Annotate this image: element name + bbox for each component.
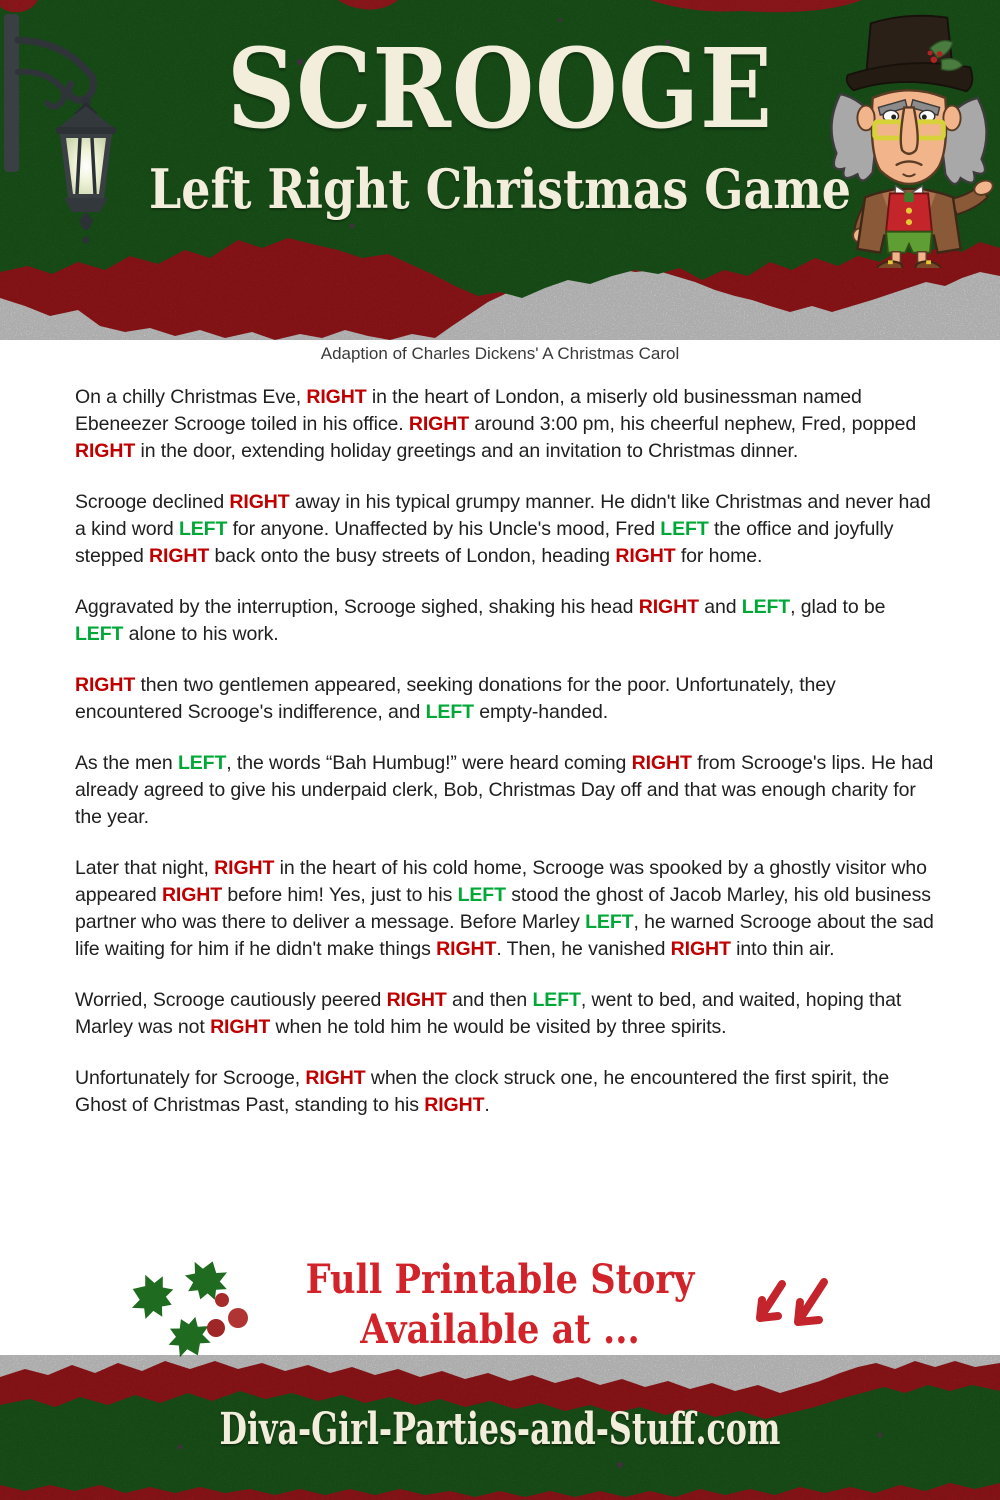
page-title: SCROOGE <box>227 24 773 153</box>
keyword-left: LEFT <box>585 911 634 933</box>
story-text: . <box>484 1094 490 1116</box>
story-paragraph <box>75 987 937 1041</box>
story-text: into thin air. <box>730 938 835 960</box>
story-text: back onto the busy streets of London, heading <box>209 545 616 567</box>
keyword-right: RIGHT <box>386 989 447 1011</box>
story-text: and then <box>446 989 533 1011</box>
keyword-right: RIGHT <box>210 1016 271 1038</box>
story-paragraph <box>75 1065 937 1119</box>
keyword-right: RIGHT <box>638 596 699 618</box>
story-paragraph <box>75 750 937 831</box>
story-text: and <box>698 596 742 618</box>
keyword-right: RIGHT <box>631 752 692 774</box>
story-text: , the words “Bah Humbug!” were heard coming <box>226 752 632 774</box>
keyword-left: LEFT <box>532 989 581 1011</box>
story-text: Unfortunately for Scrooge, <box>75 1067 306 1089</box>
story-text: before him! Yes, just to his <box>222 884 458 906</box>
story-paragraph <box>75 855 937 963</box>
website-text: Diva-Girl-Parties-and-Stuff.com <box>219 1404 781 1455</box>
keyword-right: RIGHT <box>615 545 676 567</box>
promo-line-1: Full Printable Story <box>305 1256 695 1303</box>
keyword-left: LEFT <box>425 701 474 723</box>
story-text: in the heart of London, a miserly old businessman named Ebeneezer Scrooge toiled in his office. <box>75 386 862 435</box>
story-text: when he told him he would be visited by three spirits. <box>270 1016 727 1038</box>
story-text: for anyone. Unaffected by his Uncle's mood, Fred <box>227 518 661 540</box>
story-paragraph <box>75 384 937 465</box>
story-paragraph <box>75 489 937 570</box>
story-text: Aggravated by the interruption, Scrooge sighed, shaking his head <box>75 596 639 618</box>
keyword-right: RIGHT <box>408 413 470 435</box>
story-text: As the men <box>75 752 178 774</box>
keyword-left: LEFT <box>177 752 227 774</box>
keyword-right: RIGHT <box>161 884 223 906</box>
story-text: , he warned Scrooge about the sad life waiting for him if he didn't make things <box>75 911 934 960</box>
story-text: Scrooge declined <box>75 491 230 513</box>
keyword-left: LEFT <box>741 596 791 618</box>
story-text: around 3:00 pm, his cheerful nephew, Fred, popped <box>469 413 917 435</box>
story-text: in the door, extending holiday greetings and an invitation to Christmas dinner. <box>135 440 799 462</box>
adaption-note: Adaption of Charles Dickens' A Christmas Carol <box>320 344 680 363</box>
keyword-right: RIGHT <box>306 386 367 408</box>
keyword-left: LEFT <box>457 884 506 906</box>
keyword-right: RIGHT <box>75 674 136 696</box>
story-text: for home. <box>675 545 763 567</box>
story-text: , went to bed, and waited, hoping that Marley was not <box>75 989 902 1038</box>
story-paragraph <box>75 594 937 648</box>
keyword-right: RIGHT <box>75 440 136 462</box>
story-text: Later that night, <box>75 857 215 879</box>
story-text: . Then, he vanished <box>496 938 671 960</box>
keyword-left: LEFT <box>75 623 124 645</box>
story-text: , glad to be <box>790 596 886 618</box>
story-text: the office and joyfully stepped <box>75 518 894 567</box>
story-text: alone to his work. <box>123 623 279 645</box>
keyword-right: RIGHT <box>670 938 731 960</box>
story-text: empty-handed. <box>473 701 609 723</box>
keyword-right: RIGHT <box>305 1067 366 1089</box>
keyword-left: LEFT <box>178 518 228 540</box>
story-text: Worried, Scrooge cautiously peered <box>75 989 387 1011</box>
keyword-right: RIGHT <box>229 491 290 513</box>
keyword-right: RIGHT <box>214 857 275 879</box>
promo-line-2: Available at ... <box>360 1306 640 1353</box>
story-text: in the heart of his cold home, Scrooge was spooked by a ghostly visitor who appeared <box>75 857 927 906</box>
story-text: On a chilly Christmas Eve, <box>75 386 307 408</box>
keyword-right: RIGHT <box>424 1094 485 1116</box>
story-text: stood the ghost of Jacob Marley, his old business partner who was there to deliver a message. Before Marley <box>75 884 931 933</box>
keyword-right: RIGHT <box>149 545 210 567</box>
story-paragraph <box>75 672 937 726</box>
story <box>75 384 937 1143</box>
story-text: from Scrooge's lips. He had already agreed to give his underpaid clerk, Bob, Christmas Day off and that was enough charity for the year. <box>75 752 934 828</box>
page-subtitle: Left Right Christmas Game <box>148 157 852 221</box>
story-text: then two gentlemen appeared, seeking donations for the poor. Unfortunately, they encountered Scrooge's indifference, and <box>75 674 836 723</box>
keyword-right: RIGHT <box>436 938 497 960</box>
story-text: when the clock struck one, he encountered the first spirit, the Ghost of Christmas Past, standing to his <box>75 1067 890 1116</box>
story-text: away in his typical grumpy manner. He didn't like Christmas and never had a kind word <box>75 491 931 540</box>
double-down-left-arrows-icon <box>742 1276 842 1348</box>
keyword-left: LEFT <box>660 518 709 540</box>
